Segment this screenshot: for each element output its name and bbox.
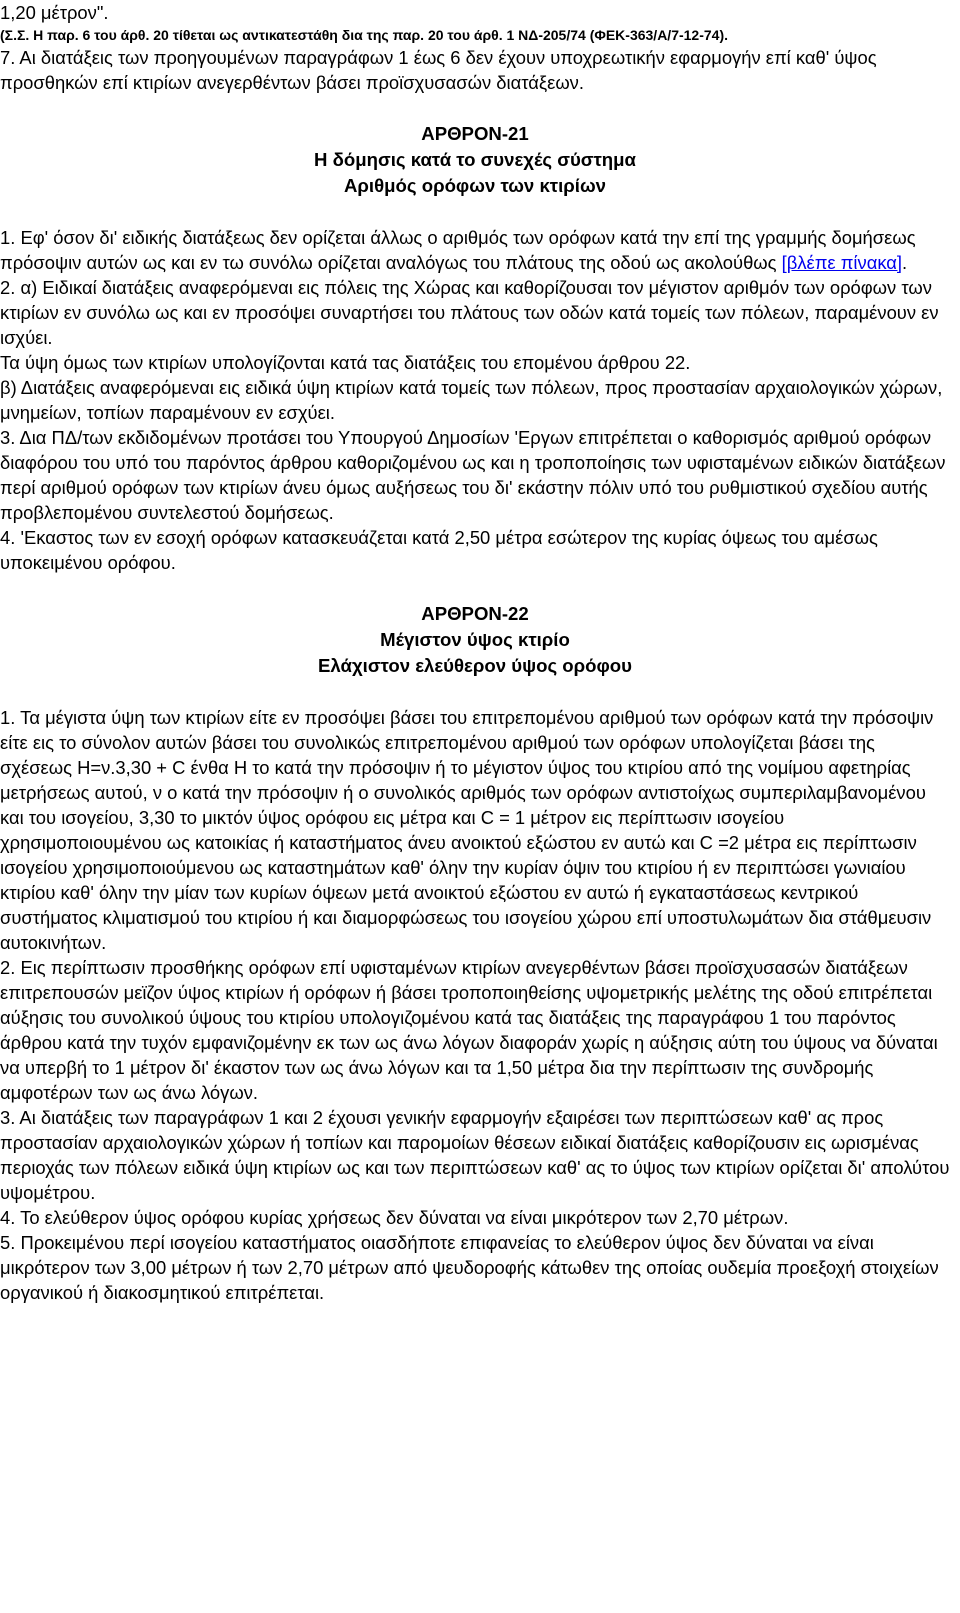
- article-22-paragraph-1: 1. Τα μέγιστα ύψη των κτιρίων είτε εν προσόψει βάσει του επιτρεπομένου αριθμού των ορόφων κατά την πρόσοψιν είτε εις το σύνολον αυτών βάσει του συνολικώς επιτρεπομένου αριθμού των ορόφων υπολογίζεται βάσει της σχέσεως Η=ν.3,30 + C ένθα Η το κατά την πρόσοψιν ή το μέγιστον ύψος του κτιρίου από της νομίμου αφετηρίας μετρήσεως αυτού, ν ο κατά την πρόσοψιν ή ο συνολικός αριθμός των ορόφων αντιστοίχως συμπεριλαμβανομένου και του ισογείου, 3,30 το μικτόν ύψος ορόφου εις μέτρα και C = 1 μέτρον εις περίπτωσιν ισογείου χρησιμοποιουμένου ως κατοικίας ή καταστήματος άνευ ανοικτού εξώστου εν αυτώ και C =2 μέτρα εις περίπτωσιν ισογείου χρησιμοποιούμενου ως καταστημάτων καθ' όλην την κυρίαν όψιν του κτιρίου ή εν περιπτώσει γωνιαίου κτιρίου καθ' όλην την μίαν των κυρίων όψεων μετά ανοικτού εξώστου εν αυτώ ή εγκαταστάσεως κεντρικού συστήματος κλιματισμού του κτιρίου ή και διαμορφώσεως του ισογείου χώρου επί υποστυλωμάτων δια στάθμευσιν αυτοκινήτων.: [0, 707, 934, 953]
- article-21-paragraph-2b: β) Διατάξεις αναφερόμεναι εις ειδικά ύψη κτιρίων κατά τομείς των πόλεων, προς προστασίαν αρχαιολογικών χώρων, μνημείων, τοπίων παραμένουν εν εσχύει.: [0, 377, 943, 423]
- article-21-paragraph-1-text: 1. Εφ' όσον δι' ειδικής διατάξεως δεν ορίζεται άλλως ο αριθμός των ορόφων κατά την επί της γραμμής δομήσεως πρόσοψιν αυτών ως και εν τω συνόλω ορίζεται αναλόγως του πλάτους της οδού ως ακολούθως: [0, 227, 916, 273]
- article-22-paragraph-3: 3. Αι διατάξεις των παραγράφων 1 και 2 έχουσι γενικήν εφαρμογήν εξαιρέσει των περιπτώσεων καθ' ας προς προστασίαν αρχαιολογικών χώρων ή τοπίων και παρομοίων θέσεων ειδικαί διατάξεις καθορίζουσιν εις ωρισμένας περιοχάς των πόλεων ειδικά ύψη κτιρίων ως και των περιπτώσεων καθ' ας το ύψος των κτιρίων ορίζεται δι' απολύτου υψομέτρου.: [0, 1107, 950, 1203]
- article-22-paragraph-4: 4. Το ελεύθερον ύψος ορόφου κυρίας χρήσεως δεν δύναται να είναι μικρότερον των 2,70 μέτρων.: [0, 1207, 789, 1228]
- article-22-paragraph-5: 5. Προκειμένου περί ισογείου καταστήματος οιασδήποτε επιφανείας το ελεύθερον ύψος δεν δύναται να είναι μικρότερον των 3,00 μέτρων ή των 2,70 μέτρων από ψευδοροφής κάτωθεν της οποίας ουδεμία προεξοχή στοιχείων οργανικού ή διακοσμητικού επιτρέπεται.: [0, 1232, 939, 1303]
- article-21-header: [0, 121, 950, 199]
- article-21-paragraph-2a-continued: Τα ύψη όμως των κτιρίων υπολογίζονται κατά τας διατάξεις του επομένου άρθρου 22.: [0, 352, 691, 373]
- article-22-heading: ΑΡΘΡΟΝ-22: [421, 603, 529, 624]
- article-21-paragraph-2a: 2. α) Ειδικαί διατάξεις αναφερόμεναι εις πόλεις της Χώρας και καθορίζουσαι τον μέγιστον αριθμόν των ορόφων των κτιρίων εν συνόλω ως και εν προσόψει συναρτήσει του πλάτους των οδών κατά τομείς των πόλεων, παραμένουν εν ισχύει.: [0, 277, 939, 348]
- article-22-subtitle-2: Ελάχιστον ελεύθερον ύψος ορόφου: [318, 655, 632, 676]
- text-fragment-top: 1,20 μέτρον".: [0, 2, 109, 23]
- article-22-paragraph-2: 2. Εις περίπτωσιν προσθήκης ορόφων επί υφισταμένων κτιρίων ανεγερθέντων βάσει προϊσχυσασών διατάξεων επιτρεπουσών μεϊζον ύψος κτιρίων ή ορόφων ή βάσει τροποποιηθείσης υψομετρικής μελέτης της οδού επιτρέπεται αύξησις του συνολικού ύψους του κτιρίου υπολογιζομένου κατά τας διατάξεις της παραγράφου 1 του παρόντος άρθρου κατά την τυχόν εμφανιζομένην εκ των ως άνω λόγων διαφοράν χωρίς η αύξησις αύτη του ύψους να δύναται να υπερβή το 1 μέτρον δι' έκαστον των ως άνω λόγων και τα 1,50 μέτρα δια την περίπτωσιν της συνδρομής αμφοτέρων των ως άνω λόγων.: [0, 957, 938, 1103]
- paragraph-7: 7. Αι διατάξεις των προηγουμένων παραγράφων 1 έως 6 δεν έχουν υποχρεωτικήν εφαρμογήν επί καθ' ύψος προσθηκών επί κτιρίων ανεγερθέντων βάσει προϊσχυσασών διατάξεων.: [0, 47, 877, 93]
- article-22-header: [0, 601, 950, 679]
- article-21-paragraph-4: 4. 'Εκαστος των εν εσοχή ορόφων κατασκευάζεται κατά 2,50 μέτρα εσώτερον της κυρίας όψεως του αμέσως υποκειμένου ορόφου.: [0, 527, 878, 573]
- article-21-heading: ΑΡΘΡΟΝ-21: [421, 123, 529, 144]
- editorial-note: (Σ.Σ. Η παρ. 6 του άρθ. 20 τίθεται ως αντικατεστάθη δια της παρ. 20 του άρθ. 1 ΝΔ-205/74 (ΦΕΚ-363/Α/7-12-74).: [0, 27, 729, 43]
- article-21-paragraph-1: [0, 225, 950, 275]
- article-21-paragraph-1-end: .: [902, 252, 908, 273]
- article-21-subtitle-1: Η δόμησις κατά το συνεχές σύστημα: [314, 149, 636, 170]
- article-21-paragraph-3: 3. Δια ΠΔ/των εκδιδομένων προτάσει του Υπουργού Δημοσίων 'Εργων επιτρέπεται ο καθορισμός αριθμού ορόφων διαφόρου του υπό του παρόντος άρθρου καθοριζομένου ως και η τροποποίησις των υφισταμένων ειδικών διατάξεων περί αριθμού ορόφων των κτιρίων άνευ όμως αυξήσεως του δι' εκάστην πόλιν υπό του ρυθμιστικού σχεδίου αυτής προβλεπομένου συντελεστού δομήσεως.: [0, 427, 946, 523]
- see-table-link[interactable]: [βλέπε πίνακα]: [781, 252, 903, 273]
- article-22-subtitle-1: Μέγιστον ύψος κτιρίο: [380, 629, 570, 650]
- article-22-body: [0, 705, 950, 1305]
- article-21-subtitle-2: Αριθμός ορόφων των κτιρίων: [344, 175, 606, 196]
- article-21-body: [0, 225, 950, 575]
